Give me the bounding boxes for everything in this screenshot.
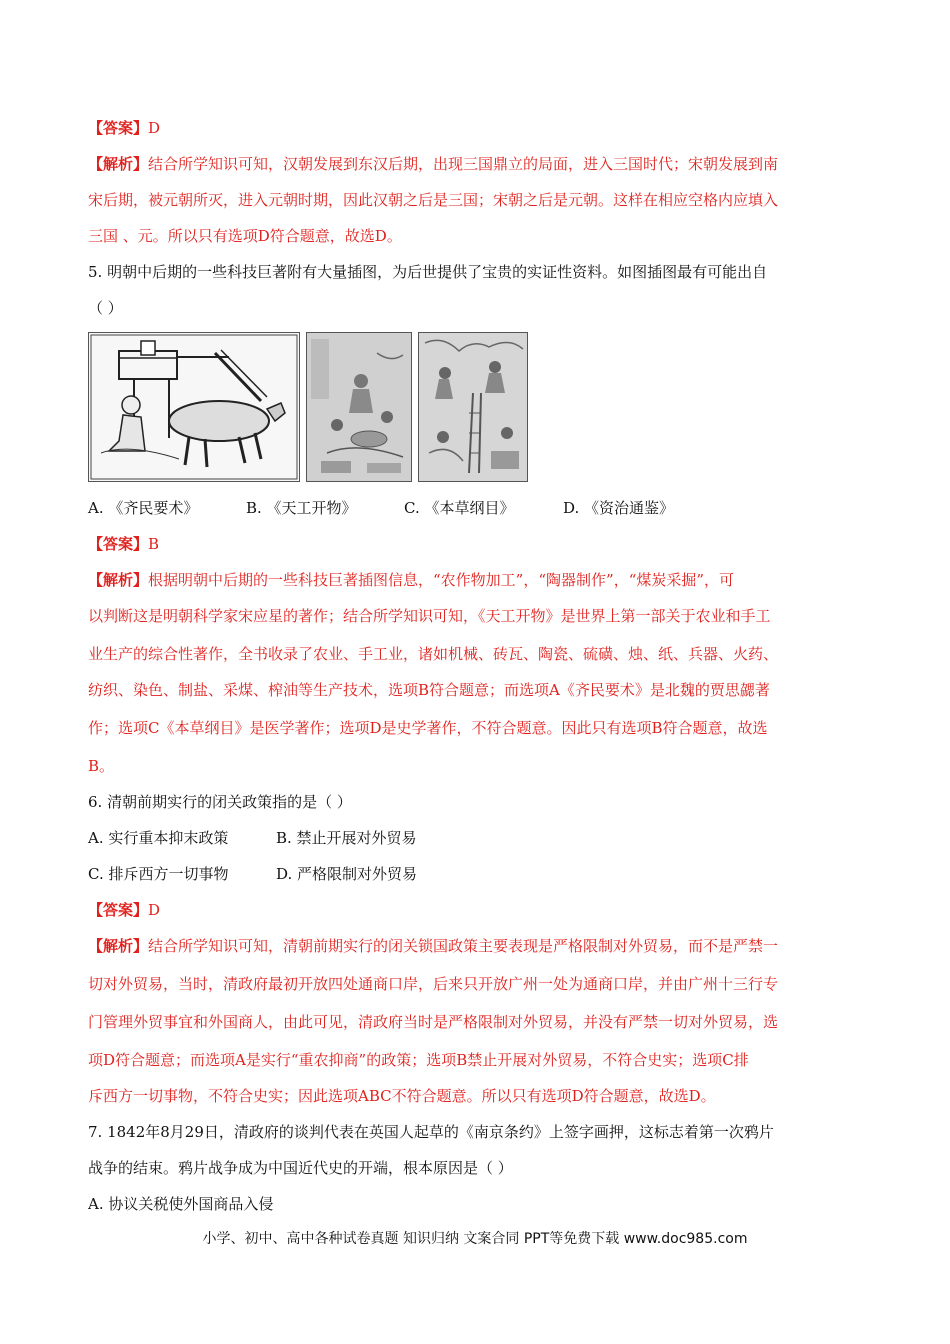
q4-analysis-line-3: 三国 、元。所以只有选项D符合题意，故选D。 bbox=[88, 227, 402, 245]
q6-analysis-line-3: 门管理外贸事宜和外国商人，由此可见，清政府当时是严格限制对外贸易，并没有严禁一切对外贸易，选 bbox=[88, 1013, 779, 1031]
illustration-pottery bbox=[306, 332, 412, 482]
answer-value: D bbox=[148, 119, 161, 137]
q5-option-a: A. 《齐民要术》 bbox=[88, 499, 199, 517]
page-footer: 小学、初中、高中各种试卷真题 知识归纳 文案合同 PPT等免费下载 www.doc985.com bbox=[202, 1231, 748, 1247]
ox-mill-drawing bbox=[89, 333, 299, 481]
answer-value: B bbox=[148, 535, 160, 553]
q6-stem: 6. 清朝前期实行的闭关政策指的是（ ） bbox=[88, 793, 352, 811]
pottery-drawing bbox=[307, 333, 411, 481]
q6-option-a: A. 实行重本抑末政策 bbox=[88, 829, 229, 847]
q4-answer bbox=[88, 118, 863, 138]
q5-analysis-line-2: 以判断这是明朝科学家宋应星的著作；结合所学知识可知，《天工开物》是世界上第一部关于农业和手工 bbox=[88, 607, 771, 625]
q5-option-b: B. 《天工开物》 bbox=[246, 499, 357, 517]
q5-stem-line-1: 5. 明朝中后期的一些科技巨著附有大量插图，为后世提供了宝贵的实证性资料。如图插图最有可能出自 bbox=[88, 263, 768, 281]
q6-analysis-line-5: 斥西方一切事物，不符合史实；因此选项ABC不符合题意。所以只有选项D符合题意，故选D。 bbox=[88, 1087, 716, 1105]
q6-analysis-line-1: 【解析】结合所学知识可知，清朝前期实行的闭关锁国政策主要表现是严格限制对外贸易，而不是严禁一 bbox=[88, 937, 779, 955]
answer-tag: 【答案】 bbox=[88, 901, 149, 919]
answer-tag: 【答案】 bbox=[88, 119, 149, 137]
q6-analysis-line-2: 切对外贸易，当时，清政府最初开放四处通商口岸，后来只开放广州一处为通商口岸，并由广州十三行专 bbox=[88, 975, 779, 993]
q5-analysis-line-1: 【解析】根据明朝中后期的一些科技巨著插图信息，“农作物加工”，“陶器制作”，“煤炭采掘”，可 bbox=[88, 571, 735, 589]
q6-analysis-line-4: 项D符合题意；而选项A是实行“重农抑商”的政策；选项B禁止开展对外贸易，不符合史实；选项C排 bbox=[88, 1051, 749, 1069]
q6-option-b: B. 禁止开展对外贸易 bbox=[276, 829, 417, 847]
q5-analysis-line-6: B。 bbox=[88, 757, 115, 775]
q4-analysis-line-1: 【解析】结合所学知识可知，汉朝发展到东汉后期，出现三国鼎立的局面，进入三国时代；宋朝发展到南 bbox=[88, 155, 779, 173]
illustration-coal-mining bbox=[418, 332, 528, 482]
q5-illustrations bbox=[88, 332, 528, 482]
q5-analysis-line-3: 业生产的综合性著作，全书收录了农业、手工业，诸如机械、砖瓦、陶瓷、硫磺、烛、纸、兵器、火药、 bbox=[88, 645, 779, 663]
q5-stem-line-2: （ ） bbox=[88, 299, 123, 317]
q4-analysis-line-2: 宋后期，被元朝所灭，进入元朝时期，因此汉朝之后是三国；宋朝之后是元朝。这样在相应空格内应填入 bbox=[88, 191, 779, 209]
illustration-crop-processing bbox=[88, 332, 300, 482]
q7-stem-line-1: 7. 1842年8月29日，清政府的谈判代表在英国人起草的《南京条约》上签字画押，这标志着第一次鸦片 bbox=[88, 1123, 774, 1141]
q7-option-a: A. 协议关税使外国商品入侵 bbox=[88, 1195, 274, 1213]
q6-option-d: D. 严格限制对外贸易 bbox=[276, 865, 418, 883]
q5-option-c: C. 《本草纲目》 bbox=[404, 499, 515, 517]
q7-stem-line-2: 战争的结束。鸦片战争成为中国近代史的开端，根本原因是（ ） bbox=[88, 1159, 513, 1177]
analysis-tag: 【解析】 bbox=[88, 937, 149, 955]
q6-option-c: C. 排斥西方一切事物 bbox=[88, 865, 229, 883]
analysis-tag: 【解析】 bbox=[88, 155, 149, 173]
q5-answer bbox=[88, 534, 863, 554]
analysis-tag: 【解析】 bbox=[88, 571, 149, 589]
answer-tag: 【答案】 bbox=[88, 535, 149, 553]
q5-analysis-line-5: 作；选项C《本草纲目》是医学著作；选项D是史学著作，不符合题意。因此只有选项B符合题意，故选 bbox=[88, 719, 768, 737]
q5-analysis-line-4: 纺织、染色、制盐、采煤、榨油等生产技术，选项B符合题意；而选项A《齐民要术》是北魏的贾思勰著 bbox=[88, 681, 770, 699]
q5-option-d: D. 《资治通鉴》 bbox=[563, 499, 675, 517]
answer-value: D bbox=[148, 901, 161, 919]
q6-answer bbox=[88, 900, 863, 920]
coal-mining-drawing bbox=[419, 333, 527, 481]
